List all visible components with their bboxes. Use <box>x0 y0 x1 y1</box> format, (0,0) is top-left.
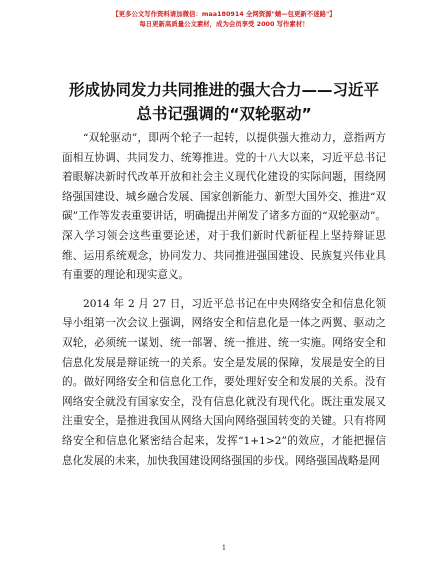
page-number: 1 <box>221 544 227 552</box>
promo-banner <box>0 9 448 29</box>
document-body <box>62 129 386 471</box>
document-title-line-1: 形成协同发力共同推进的强大合力——习近平 <box>68 81 379 99</box>
promo-banner-line-2: 每日更新高质量公文素材，成为会员享受 2000 写作素材！ <box>139 20 309 28</box>
promo-banner-line-1: 【更多公文写作资料请加微信：maa180914 全网资源"蜻—包更新不迷路"】 <box>112 10 336 18</box>
document-title <box>40 78 408 126</box>
document-title-line-2: 总书记强调的“双轮驱动” <box>136 105 312 123</box>
paragraph-1: “双轮驱动”，即两个轮子一起转，以提供强大推动力，意指两方面相互协调、共同发力、统筹推进。党的十八大以来，习近平总书记着眼解决新时代改革开放和社会主义现代化建设的实际问题，围绕网络强国建设、城乡融合发展、国家创新能力、新型大国外交、推进“双碳”工作等发表重要讲话，明确提出并阐发了诸多方面的“双轮驱动”。深入学习领会这些重要论述，对于我们新时代新征程上坚持辩证思维、运用系统观念，协同发力、共同推进强国建设、民族复兴伟业具有重要的理论和现实意义。 <box>62 132 386 282</box>
paragraph-2: 2014 年 2 月 27 日，习近平总书记在中央网络安全和信息化领导小组第一次会议上强调，网络安全和信息化是一体之两翼、驱动之双轮，必须统一谋划、统一部署、统一推进、统一实施。网络安全和信息化发展是辩证统一的关系。安全是发展的保障，发展是安全的目的。做好网络安全和信息化工作，要处理好安全和发展的关系。没有网络安全就没有国家安全，没有信息化就没有现代化。既注重发展又注重安全，是推进我国从网络大国向网络强国转变的关键。只有将网络安全和信息化紧密结合起来，发挥“1+1>2”的效应，才能把握信息化发展的未来，加快我国建设网络强国的步伐。网络强国战略是网 <box>62 297 386 467</box>
